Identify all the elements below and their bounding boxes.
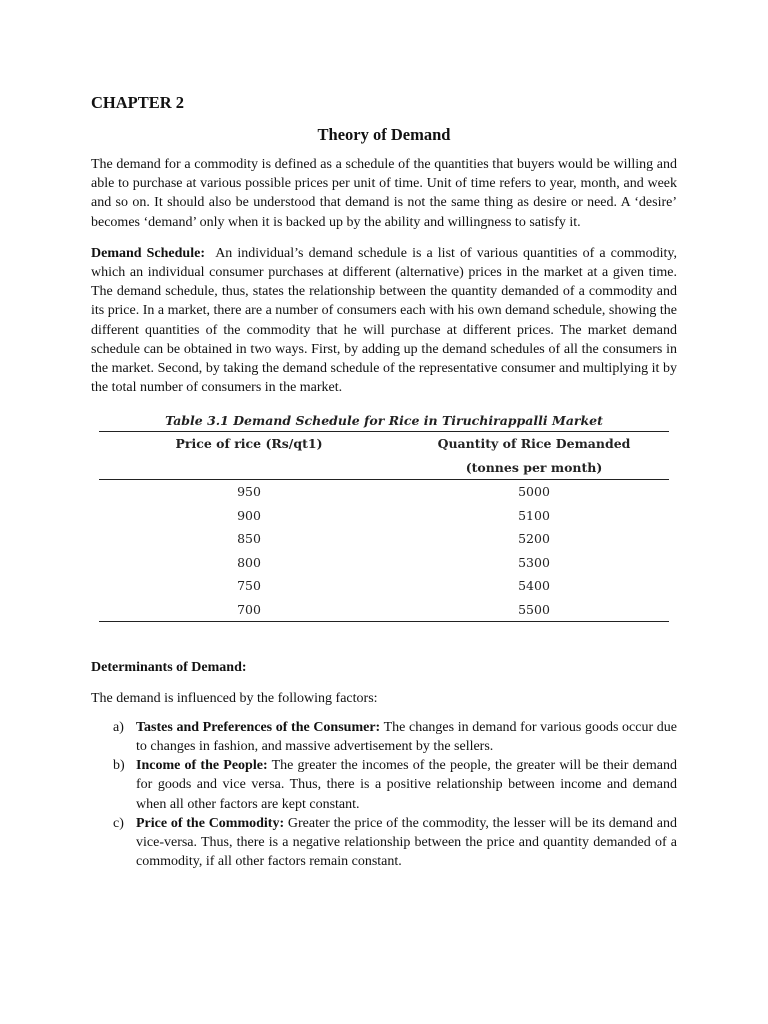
page-title: Theory of Demand <box>317 125 451 144</box>
factor-term: Income of the People: <box>136 758 268 774</box>
table-row <box>99 480 669 504</box>
list-marker: b) <box>113 758 125 774</box>
table-row <box>99 504 669 528</box>
price-cell: 850 <box>237 531 261 547</box>
quantity-cell: 5300 <box>518 554 550 570</box>
header-price: Price of rice (Rs/qt1) <box>99 432 399 456</box>
price-cell: 900 <box>237 507 261 523</box>
demand-schedule-paragraph <box>91 244 677 398</box>
header-quantity-unit: (tonnes per month) <box>399 456 669 480</box>
document-page <box>91 92 677 871</box>
factor-text: Greater the price of the commodity, the lesser will be its demand and vice-versa. Thus, there is a negative relationship between the price and quantity demanded of a commodity, if all other factors remain constant. <box>136 815 677 870</box>
factor-term: Tastes and Preferences of the Consumer: <box>136 719 381 735</box>
determinants-intro: The demand is influenced by the following factors: <box>91 690 378 706</box>
determinants-list <box>91 718 677 872</box>
intro-paragraph: The demand for a commodity is defined as a schedule of the quantities that buyers would be willing and able to purchase at various possible prices per unit of time. Unit of time refers to year, month, and week and so on. It should also be understood that demand is not the same thing as desire or need. A ‘desire’ becomes ‘demand’ only when it is backed up by the ability and willingness to satisfy it. <box>91 157 677 230</box>
list-marker: a) <box>113 719 124 735</box>
quantity-cell: 5400 <box>518 578 550 594</box>
table-row <box>99 551 669 575</box>
list-item <box>91 756 677 814</box>
determinants-heading: Determinants of Demand: <box>91 660 247 676</box>
chapter-heading: CHAPTER 2 <box>91 93 185 112</box>
demand-table-container <box>99 412 669 622</box>
demand-schedule-term: Demand Schedule: <box>91 245 205 261</box>
demand-schedule-text: An individual’s demand schedule is a list of various quantities of a commodity, which an individual consumer purchases at different (alternative) prices in the market at a given time. The demand schedule, thus, states the relationship between the quantity demanded of a commodity and its price. In a market, there are a number of consumers each with his own demand schedule, showing the different quantities of the commodity that he will purchase at different prices. The market demand schedule can be obtained in two ways. First, by adding up the demand schedules of all the consumers in the market. Second, by taking the demand schedule of the representative consumer and multiplying it by the total number of consumers in the market. <box>91 245 677 396</box>
price-cell: 750 <box>237 578 261 594</box>
table-caption: Table 3.1 Demand Schedule for Rice in Tiruchirappalli Market <box>165 413 603 429</box>
price-cell: 800 <box>237 554 261 570</box>
price-cell: 950 <box>237 484 261 500</box>
factor-term: Price of the Commodity: <box>136 815 285 831</box>
demand-schedule-table <box>99 431 669 622</box>
quantity-cell: 5000 <box>518 484 550 500</box>
quantity-cell: 5100 <box>518 507 550 523</box>
list-marker: c) <box>113 815 124 831</box>
table-row <box>99 598 669 622</box>
price-cell: 700 <box>99 598 399 622</box>
table-row <box>99 574 669 598</box>
quantity-cell: 5500 <box>399 598 669 622</box>
header-price-blank <box>99 456 399 480</box>
quantity-cell: 5200 <box>518 531 550 547</box>
list-item <box>91 718 677 756</box>
list-item <box>91 814 677 872</box>
table-row <box>99 527 669 551</box>
header-quantity: Quantity of Rice Demanded <box>399 432 669 456</box>
factor-text: The changes in demand for various goods occur due to changes in fashion, and massive advertisement by the sellers. <box>136 719 677 755</box>
factor-text: The greater the incomes of the people, the greater will be their demand for goods and vice versa. Thus, there is a positive relationship between income and demand when all other factors are kept constant. <box>136 758 677 812</box>
